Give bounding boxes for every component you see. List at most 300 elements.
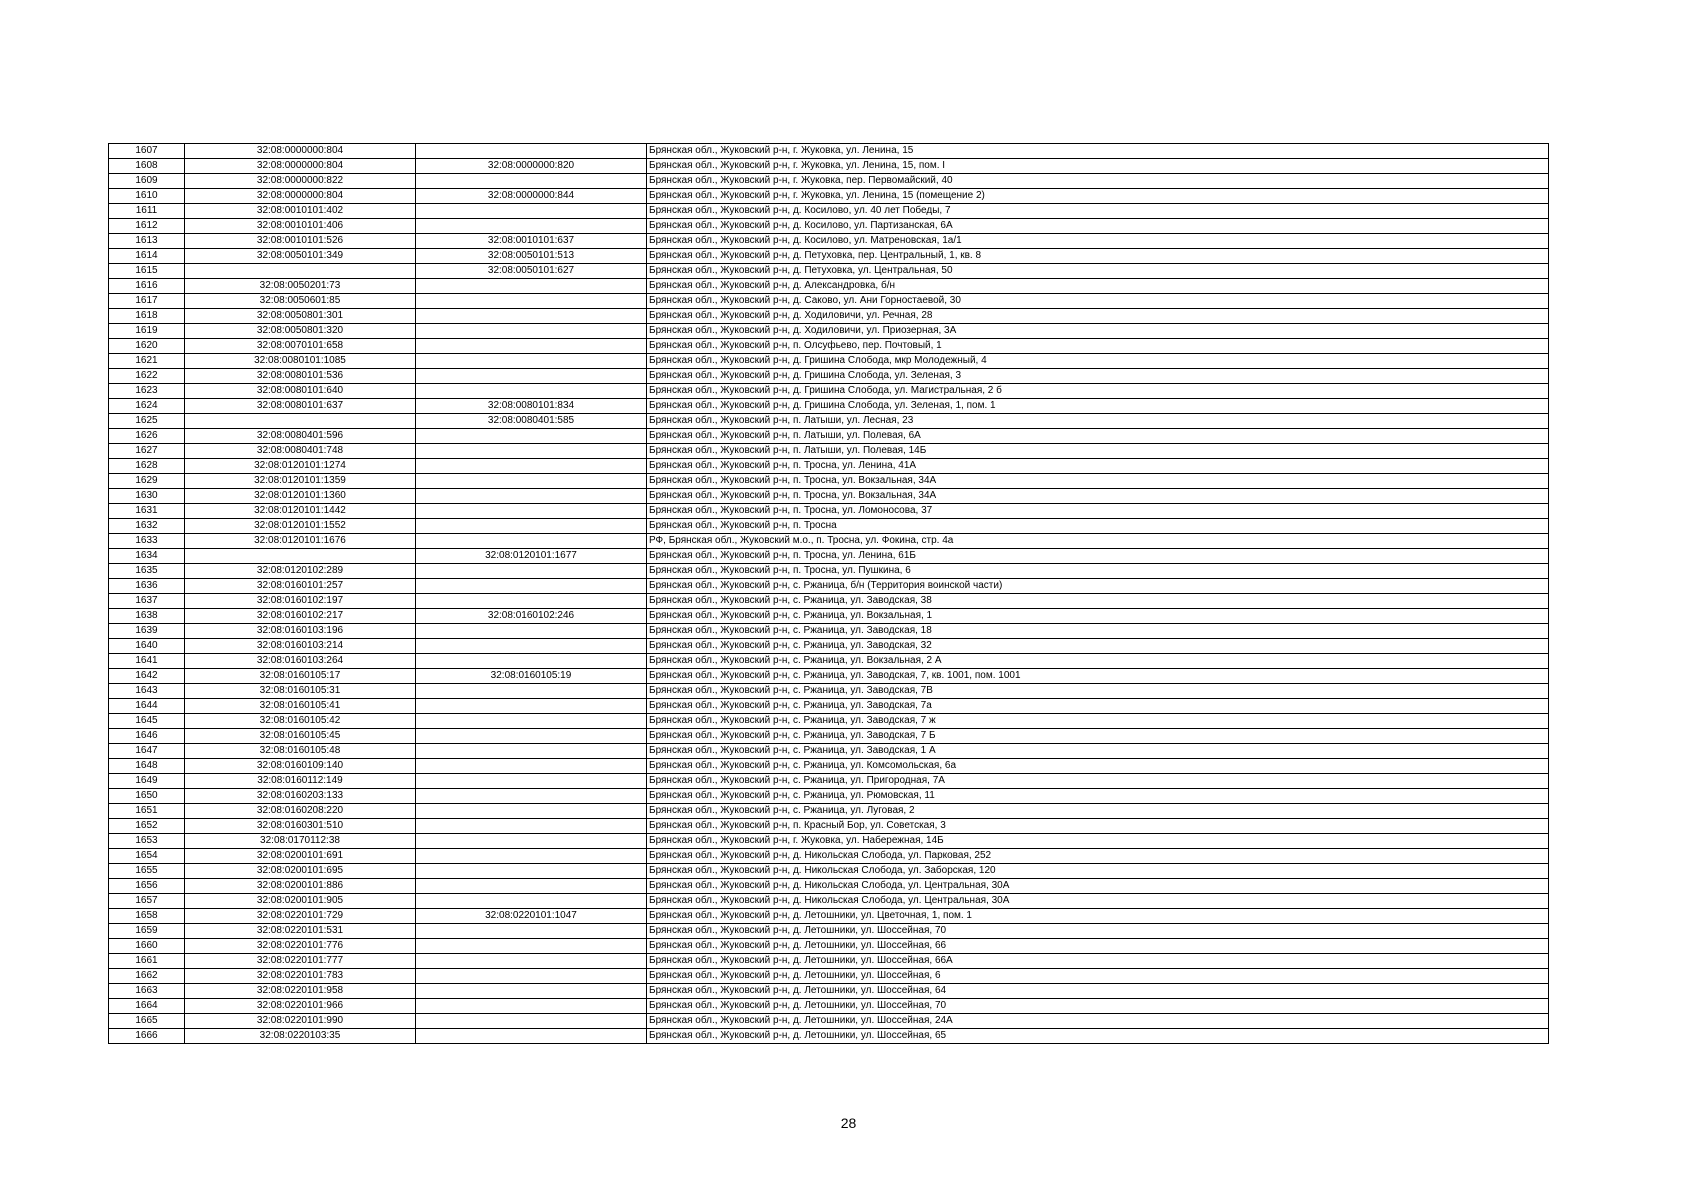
row-number-cell: 1609 [109, 174, 185, 189]
row-number-cell: 1635 [109, 564, 185, 579]
cadastral-number-cell: 32:08:0080101:637 [185, 399, 416, 414]
table-row [109, 504, 1549, 519]
related-cadastral-number-cell [416, 924, 647, 939]
table-row [109, 639, 1549, 654]
row-number-cell: 1632 [109, 519, 185, 534]
related-cadastral-number-cell [416, 519, 647, 534]
related-cadastral-number-cell [416, 999, 647, 1014]
address-cell: Брянская обл., Жуковский р-н, д. Гришина Слобода, ул. Магистральная, 2 б [647, 384, 1549, 399]
row-number-cell: 1617 [109, 294, 185, 309]
cadastral-table [108, 143, 1549, 1044]
address-cell: Брянская обл., Жуковский р-н, д. Летошники, ул. Шоссейная, 66А [647, 954, 1549, 969]
cadastral-number-cell: 32:08:0080401:596 [185, 429, 416, 444]
related-cadastral-number-cell [416, 1014, 647, 1029]
table-row [109, 999, 1549, 1014]
table-row [109, 234, 1549, 249]
address-cell: Брянская обл., Жуковский р-н, с. Ржаница, ул. Заводская, 1 А [647, 744, 1549, 759]
cadastral-number-cell: 32:08:0200101:691 [185, 849, 416, 864]
cadastral-number-cell: 32:08:0160103:264 [185, 654, 416, 669]
cadastral-number-cell: 32:08:0010101:526 [185, 234, 416, 249]
row-number-cell: 1665 [109, 1014, 185, 1029]
row-number-cell: 1622 [109, 369, 185, 384]
address-cell: Брянская обл., Жуковский р-н, д. Гришина Слобода, мкр Молодежный, 4 [647, 354, 1549, 369]
address-cell: Брянская обл., Жуковский р-н, д. Петуховка, пер. Центральный, 1, кв. 8 [647, 249, 1549, 264]
row-number-cell: 1614 [109, 249, 185, 264]
row-number-cell: 1633 [109, 534, 185, 549]
related-cadastral-number-cell: 32:08:0080101:834 [416, 399, 647, 414]
related-cadastral-number-cell [416, 834, 647, 849]
address-cell: Брянская обл., Жуковский р-н, д. Никольская Слобода, ул. Центральная, 30А [647, 894, 1549, 909]
related-cadastral-number-cell [416, 699, 647, 714]
address-cell: Брянская обл., Жуковский р-н, с. Ржаница, ул. Заводская, 38 [647, 594, 1549, 609]
related-cadastral-number-cell [416, 489, 647, 504]
address-cell: Брянская обл., Жуковский р-н, с. Ржаница, ул. Заводская, 7 Б [647, 729, 1549, 744]
table-row [109, 1014, 1549, 1029]
cadastral-number-cell: 32:08:0160105:45 [185, 729, 416, 744]
cadastral-number-cell: 32:08:0050201:73 [185, 279, 416, 294]
table-row [109, 534, 1549, 549]
related-cadastral-number-cell [416, 744, 647, 759]
table-row [109, 249, 1549, 264]
cadastral-number-cell: 32:08:0120102:289 [185, 564, 416, 579]
table-row [109, 204, 1549, 219]
address-cell: Брянская обл., Жуковский р-н, д. Никольская Слобода, ул. Парковая, 252 [647, 849, 1549, 864]
table-row [109, 864, 1549, 879]
cadastral-number-cell: 32:08:0120101:1360 [185, 489, 416, 504]
table-row [109, 414, 1549, 429]
address-cell: Брянская обл., Жуковский р-н, с. Ржаница, ул. Заводская, 7 ж [647, 714, 1549, 729]
row-number-cell: 1627 [109, 444, 185, 459]
related-cadastral-number-cell [416, 534, 647, 549]
table-row [109, 159, 1549, 174]
table-row [109, 804, 1549, 819]
table-row [109, 294, 1549, 309]
related-cadastral-number-cell [416, 1029, 647, 1044]
cadastral-number-cell: 32:08:0220101:966 [185, 999, 416, 1014]
table-row [109, 399, 1549, 414]
related-cadastral-number-cell [416, 954, 647, 969]
table-row [109, 984, 1549, 999]
address-cell: Брянская обл., Жуковский р-н, с. Ржаница, б/н (Территория воинской части) [647, 579, 1549, 594]
address-cell: Брянская обл., Жуковский р-н, д. Косилово, ул. Матреновская, 1а/1 [647, 234, 1549, 249]
row-number-cell: 1643 [109, 684, 185, 699]
address-cell: Брянская обл., Жуковский р-н, п. Латыши, ул. Полевая, 14Б [647, 444, 1549, 459]
table-row [109, 594, 1549, 609]
address-cell: Брянская обл., Жуковский р-н, д. Косилово, ул. 40 лет Победы, 7 [647, 204, 1549, 219]
related-cadastral-number-cell [416, 969, 647, 984]
table-row [109, 654, 1549, 669]
related-cadastral-number-cell [416, 204, 647, 219]
address-cell: Брянская обл., Жуковский р-н, с. Ржаница, ул. Комсомольская, 6а [647, 759, 1549, 774]
row-number-cell: 1649 [109, 774, 185, 789]
address-cell: Брянская обл., Жуковский р-н, д. Гришина Слобода, ул. Зеленая, 1, пом. 1 [647, 399, 1549, 414]
table-row [109, 384, 1549, 399]
related-cadastral-number-cell [416, 564, 647, 579]
cadastral-number-cell: 32:08:0010101:406 [185, 219, 416, 234]
table-row [109, 774, 1549, 789]
cadastral-number-cell: 32:08:0220101:990 [185, 1014, 416, 1029]
table-row [109, 1029, 1549, 1044]
address-cell: Брянская обл., Жуковский р-н, п. Тросна, ул. Ленина, 61Б [647, 549, 1549, 564]
cadastral-number-cell: 32:08:0160105:17 [185, 669, 416, 684]
table-row [109, 144, 1549, 159]
address-cell: Брянская обл., Жуковский р-н, с. Ржаница, ул. Заводская, 18 [647, 624, 1549, 639]
row-number-cell: 1642 [109, 669, 185, 684]
row-number-cell: 1629 [109, 474, 185, 489]
address-cell: Брянская обл., Жуковский р-н, п. Олсуфьево, пер. Почтовый, 1 [647, 339, 1549, 354]
cadastral-number-cell: 32:08:0200101:695 [185, 864, 416, 879]
related-cadastral-number-cell: 32:08:0000000:820 [416, 159, 647, 174]
table-row [109, 489, 1549, 504]
cadastral-number-cell: 32:08:0200101:886 [185, 879, 416, 894]
row-number-cell: 1654 [109, 849, 185, 864]
related-cadastral-number-cell [416, 864, 647, 879]
cadastral-number-cell: 32:08:0120101:1274 [185, 459, 416, 474]
cadastral-number-cell: 32:08:0160102:197 [185, 594, 416, 609]
cadastral-number-cell: 32:08:0220101:776 [185, 939, 416, 954]
table-row [109, 609, 1549, 624]
related-cadastral-number-cell [416, 144, 647, 159]
table-row [109, 954, 1549, 969]
table-row [109, 684, 1549, 699]
cadastral-number-cell [185, 414, 416, 429]
row-number-cell: 1666 [109, 1029, 185, 1044]
cadastral-number-cell: 32:08:0220101:777 [185, 954, 416, 969]
address-cell: Брянская обл., Жуковский р-н, г. Жуковка, ул. Ленина, 15 [647, 144, 1549, 159]
related-cadastral-number-cell [416, 759, 647, 774]
related-cadastral-number-cell: 32:08:0160105:19 [416, 669, 647, 684]
cadastral-number-cell: 32:08:0070101:658 [185, 339, 416, 354]
table-row [109, 849, 1549, 864]
address-cell: Брянская обл., Жуковский р-н, г. Жуковка, ул. Набережная, 14Б [647, 834, 1549, 849]
table-row [109, 969, 1549, 984]
cadastral-number-cell: 32:08:0120101:1676 [185, 534, 416, 549]
related-cadastral-number-cell [416, 294, 647, 309]
row-number-cell: 1607 [109, 144, 185, 159]
address-cell: Брянская обл., Жуковский р-н, с. Ржаница, ул. Пригородная, 7А [647, 774, 1549, 789]
related-cadastral-number-cell [416, 504, 647, 519]
related-cadastral-number-cell [416, 984, 647, 999]
related-cadastral-number-cell [416, 714, 647, 729]
table-row [109, 429, 1549, 444]
address-cell: Брянская обл., Жуковский р-н, п. Тросна, ул. Пушкина, 6 [647, 564, 1549, 579]
related-cadastral-number-cell [416, 879, 647, 894]
cadastral-number-cell [185, 264, 416, 279]
table-row [109, 339, 1549, 354]
table-row [109, 924, 1549, 939]
cadastral-number-cell: 32:08:0160103:214 [185, 639, 416, 654]
address-cell: Брянская обл., Жуковский р-н, д. Косилово, ул. Партизанская, 6А [647, 219, 1549, 234]
row-number-cell: 1664 [109, 999, 185, 1014]
address-cell: Брянская обл., Жуковский р-н, д. Летошники, ул. Шоссейная, 6 [647, 969, 1549, 984]
address-cell: Брянская обл., Жуковский р-н, п. Тросна, ул. Вокзальная, 34А [647, 474, 1549, 489]
cadastral-number-cell: 32:08:0160203:133 [185, 789, 416, 804]
row-number-cell: 1625 [109, 414, 185, 429]
row-number-cell: 1612 [109, 219, 185, 234]
cadastral-number-cell: 32:08:0120101:1359 [185, 474, 416, 489]
table-row [109, 279, 1549, 294]
table-row [109, 444, 1549, 459]
table-row [109, 354, 1549, 369]
table-row [109, 459, 1549, 474]
cadastral-number-cell: 32:08:0160109:140 [185, 759, 416, 774]
table-row [109, 219, 1549, 234]
address-cell: Брянская обл., Жуковский р-н, д. Летошники, ул. Шоссейная, 65 [647, 1029, 1549, 1044]
related-cadastral-number-cell: 32:08:0080401:585 [416, 414, 647, 429]
table-row [109, 714, 1549, 729]
address-cell: Брянская обл., Жуковский р-н, д. Летошники, ул. Шоссейная, 70 [647, 999, 1549, 1014]
address-cell: Брянская обл., Жуковский р-н, с. Ржаница, ул. Вокзальная, 1 [647, 609, 1549, 624]
cadastral-number-cell: 32:08:0160105:48 [185, 744, 416, 759]
table-row [109, 564, 1549, 579]
cadastral-number-cell: 32:08:0160208:220 [185, 804, 416, 819]
related-cadastral-number-cell [416, 849, 647, 864]
table-row [109, 939, 1549, 954]
table-row [109, 729, 1549, 744]
cadastral-number-cell: 32:08:0200101:905 [185, 894, 416, 909]
row-number-cell: 1651 [109, 804, 185, 819]
related-cadastral-number-cell [416, 639, 647, 654]
cadastral-number-cell: 32:08:0000000:804 [185, 159, 416, 174]
row-number-cell: 1636 [109, 579, 185, 594]
related-cadastral-number-cell [416, 429, 647, 444]
row-number-cell: 1662 [109, 969, 185, 984]
table-row [109, 519, 1549, 534]
address-cell: Брянская обл., Жуковский р-н, г. Жуковка, ул. Ленина, 15 (помещение 2) [647, 189, 1549, 204]
cadastral-number-cell: 32:08:0080101:1085 [185, 354, 416, 369]
address-cell: Брянская обл., Жуковский р-н, п. Тросна, ул. Ломоносова, 37 [647, 504, 1549, 519]
address-cell: Брянская обл., Жуковский р-н, д. Летошники, ул. Шоссейная, 64 [647, 984, 1549, 999]
address-cell: Брянская обл., Жуковский р-н, с. Ржаница, ул. Заводская, 7В [647, 684, 1549, 699]
cadastral-number-cell: 32:08:0050801:301 [185, 309, 416, 324]
related-cadastral-number-cell [416, 939, 647, 954]
cadastral-number-cell: 32:08:0220101:729 [185, 909, 416, 924]
cadastral-number-cell: 32:08:0000000:804 [185, 144, 416, 159]
address-cell: Брянская обл., Жуковский р-н, с. Ржаница, ул. Луговая, 2 [647, 804, 1549, 819]
row-number-cell: 1650 [109, 789, 185, 804]
cadastral-number-cell: 32:08:0050101:349 [185, 249, 416, 264]
address-cell: Брянская обл., Жуковский р-н, п. Тросна, ул. Ленина, 41А [647, 459, 1549, 474]
row-number-cell: 1628 [109, 459, 185, 474]
related-cadastral-number-cell [416, 219, 647, 234]
related-cadastral-number-cell: 32:08:0000000:844 [416, 189, 647, 204]
row-number-cell: 1646 [109, 729, 185, 744]
cadastral-number-cell: 32:08:0170112:38 [185, 834, 416, 849]
address-cell: Брянская обл., Жуковский р-н, с. Ржаница, ул. Вокзальная, 2 А [647, 654, 1549, 669]
related-cadastral-number-cell [416, 354, 647, 369]
address-cell: РФ, Брянская обл., Жуковский м.о., п. Тросна, ул. Фокина, стр. 4а [647, 534, 1549, 549]
related-cadastral-number-cell [416, 594, 647, 609]
row-number-cell: 1648 [109, 759, 185, 774]
related-cadastral-number-cell [416, 369, 647, 384]
address-cell: Брянская обл., Жуковский р-н, д. Летошники, ул. Шоссейная, 24А [647, 1014, 1549, 1029]
table-row [109, 669, 1549, 684]
row-number-cell: 1645 [109, 714, 185, 729]
cadastral-number-cell [185, 549, 416, 564]
related-cadastral-number-cell: 32:08:0220101:1047 [416, 909, 647, 924]
related-cadastral-number-cell [416, 654, 647, 669]
row-number-cell: 1652 [109, 819, 185, 834]
cadastral-number-cell: 32:08:0160105:31 [185, 684, 416, 699]
related-cadastral-number-cell: 32:08:0160102:246 [416, 609, 647, 624]
related-cadastral-number-cell [416, 579, 647, 594]
address-cell: Брянская обл., Жуковский р-н, д. Никольская Слобода, ул. Центральная, 30А [647, 879, 1549, 894]
row-number-cell: 1657 [109, 894, 185, 909]
cadastral-number-cell: 32:08:0120101:1442 [185, 504, 416, 519]
address-cell: Брянская обл., Жуковский р-н, с. Ржаница, ул. Заводская, 7, кв. 1001, пом. 1001 [647, 669, 1549, 684]
row-number-cell: 1634 [109, 549, 185, 564]
cadastral-number-cell: 32:08:0220103:35 [185, 1029, 416, 1044]
related-cadastral-number-cell [416, 174, 647, 189]
cadastral-number-cell: 32:08:0220101:783 [185, 969, 416, 984]
row-number-cell: 1640 [109, 639, 185, 654]
related-cadastral-number-cell [416, 774, 647, 789]
address-cell: Брянская обл., Жуковский р-н, г. Жуковка, ул. Ленина, 15, пом. I [647, 159, 1549, 174]
row-number-cell: 1619 [109, 324, 185, 339]
address-cell: Брянская обл., Жуковский р-н, п. Латыши, ул. Лесная, 23 [647, 414, 1549, 429]
row-number-cell: 1639 [109, 624, 185, 639]
row-number-cell: 1616 [109, 279, 185, 294]
related-cadastral-number-cell [416, 384, 647, 399]
row-number-cell: 1659 [109, 924, 185, 939]
table-row [109, 744, 1549, 759]
row-number-cell: 1660 [109, 939, 185, 954]
table-row [109, 324, 1549, 339]
cadastral-number-cell: 32:08:0000000:822 [185, 174, 416, 189]
row-number-cell: 1663 [109, 984, 185, 999]
table-row [109, 834, 1549, 849]
table-row [109, 579, 1549, 594]
address-cell: Брянская обл., Жуковский р-н, д. Ходиловичи, ул. Речная, 28 [647, 309, 1549, 324]
address-cell: Брянская обл., Жуковский р-н, п. Тросна [647, 519, 1549, 534]
row-number-cell: 1658 [109, 909, 185, 924]
table-row [109, 549, 1549, 564]
related-cadastral-number-cell [416, 684, 647, 699]
address-cell: Брянская обл., Жуковский р-н, п. Красный Бор, ул. Советская, 3 [647, 819, 1549, 834]
cadastral-number-cell: 32:08:0160102:217 [185, 609, 416, 624]
related-cadastral-number-cell: 32:08:0050101:627 [416, 264, 647, 279]
row-number-cell: 1661 [109, 954, 185, 969]
related-cadastral-number-cell [416, 729, 647, 744]
row-number-cell: 1626 [109, 429, 185, 444]
address-cell: Брянская обл., Жуковский р-н, д. Никольская Слобода, ул. Заборская, 120 [647, 864, 1549, 879]
row-number-cell: 1621 [109, 354, 185, 369]
address-cell: Брянская обл., Жуковский р-н, с. Ржаница, ул. Заводская, 32 [647, 639, 1549, 654]
address-cell: Брянская обл., Жуковский р-н, с. Ржаница, ул. Рюмовская, 11 [647, 789, 1549, 804]
related-cadastral-number-cell [416, 894, 647, 909]
cadastral-number-cell: 32:08:0220101:531 [185, 924, 416, 939]
cadastral-number-cell: 32:08:0160105:41 [185, 699, 416, 714]
related-cadastral-number-cell [416, 309, 647, 324]
row-number-cell: 1611 [109, 204, 185, 219]
cadastral-number-cell: 32:08:0080101:640 [185, 384, 416, 399]
row-number-cell: 1610 [109, 189, 185, 204]
table-row [109, 894, 1549, 909]
related-cadastral-number-cell [416, 444, 647, 459]
row-number-cell: 1624 [109, 399, 185, 414]
row-number-cell: 1615 [109, 264, 185, 279]
cadastral-number-cell: 32:08:0010101:402 [185, 204, 416, 219]
table-row [109, 474, 1549, 489]
row-number-cell: 1623 [109, 384, 185, 399]
cadastral-number-cell: 32:08:0160112:149 [185, 774, 416, 789]
related-cadastral-number-cell [416, 789, 647, 804]
address-cell: Брянская обл., Жуковский р-н, д. Петуховка, ул. Центральная, 50 [647, 264, 1549, 279]
table-row [109, 309, 1549, 324]
related-cadastral-number-cell: 32:08:0120101:1677 [416, 549, 647, 564]
row-number-cell: 1620 [109, 339, 185, 354]
related-cadastral-number-cell [416, 324, 647, 339]
cadastral-number-cell: 32:08:0000000:804 [185, 189, 416, 204]
table-row [109, 759, 1549, 774]
table-row [109, 789, 1549, 804]
related-cadastral-number-cell [416, 624, 647, 639]
address-cell: Брянская обл., Жуковский р-н, п. Тросна, ул. Вокзальная, 34А [647, 489, 1549, 504]
address-cell: Брянская обл., Жуковский р-н, д. Гришина Слобода, ул. Зеленая, 3 [647, 369, 1549, 384]
row-number-cell: 1637 [109, 594, 185, 609]
cadastral-number-cell: 32:08:0080401:748 [185, 444, 416, 459]
cadastral-number-cell: 32:08:0080101:536 [185, 369, 416, 384]
related-cadastral-number-cell: 32:08:0050101:513 [416, 249, 647, 264]
address-cell: Брянская обл., Жуковский р-н, с. Ржаница, ул. Заводская, 7а [647, 699, 1549, 714]
row-number-cell: 1641 [109, 654, 185, 669]
cadastral-number-cell: 32:08:0050601:85 [185, 294, 416, 309]
related-cadastral-number-cell [416, 339, 647, 354]
table-row [109, 879, 1549, 894]
address-cell: Брянская обл., Жуковский р-н, г. Жуковка, пер. Первомайский, 40 [647, 174, 1549, 189]
cadastral-number-cell: 32:08:0050801:320 [185, 324, 416, 339]
row-number-cell: 1608 [109, 159, 185, 174]
address-cell: Брянская обл., Жуковский р-н, д. Саково, ул. Ани Горностаевой, 30 [647, 294, 1549, 309]
row-number-cell: 1638 [109, 609, 185, 624]
table-row [109, 189, 1549, 204]
table-row [109, 909, 1549, 924]
related-cadastral-number-cell [416, 279, 647, 294]
row-number-cell: 1656 [109, 879, 185, 894]
cadastral-number-cell: 32:08:0220101:958 [185, 984, 416, 999]
address-cell: Брянская обл., Жуковский р-н, д. Александровка, б/н [647, 279, 1549, 294]
address-cell: Брянская обл., Жуковский р-н, п. Латыши, ул. Полевая, 6А [647, 429, 1549, 444]
table-row [109, 264, 1549, 279]
table-row [109, 819, 1549, 834]
related-cadastral-number-cell: 32:08:0010101:637 [416, 234, 647, 249]
row-number-cell: 1653 [109, 834, 185, 849]
row-number-cell: 1644 [109, 699, 185, 714]
row-number-cell: 1647 [109, 744, 185, 759]
row-number-cell: 1631 [109, 504, 185, 519]
cadastral-number-cell: 32:08:0160301:510 [185, 819, 416, 834]
page-number: 28 [840, 1115, 857, 1131]
cadastral-number-cell: 32:08:0160103:196 [185, 624, 416, 639]
row-number-cell: 1613 [109, 234, 185, 249]
row-number-cell: 1630 [109, 489, 185, 504]
row-number-cell: 1618 [109, 309, 185, 324]
table-row [109, 699, 1549, 714]
row-number-cell: 1655 [109, 864, 185, 879]
table-row [109, 624, 1549, 639]
related-cadastral-number-cell [416, 819, 647, 834]
related-cadastral-number-cell [416, 804, 647, 819]
address-cell: Брянская обл., Жуковский р-н, д. Ходиловичи, ул. Приозерная, 3А [647, 324, 1549, 339]
table-row [109, 369, 1549, 384]
cadastral-number-cell: 32:08:0120101:1552 [185, 519, 416, 534]
address-cell: Брянская обл., Жуковский р-н, д. Летошники, ул. Цветочная, 1, пом. 1 [647, 909, 1549, 924]
address-cell: Брянская обл., Жуковский р-н, д. Летошники, ул. Шоссейная, 70 [647, 924, 1549, 939]
related-cadastral-number-cell [416, 474, 647, 489]
table-row [109, 174, 1549, 189]
cadastral-number-cell: 32:08:0160105:42 [185, 714, 416, 729]
cadastral-number-cell: 32:08:0160101:257 [185, 579, 416, 594]
